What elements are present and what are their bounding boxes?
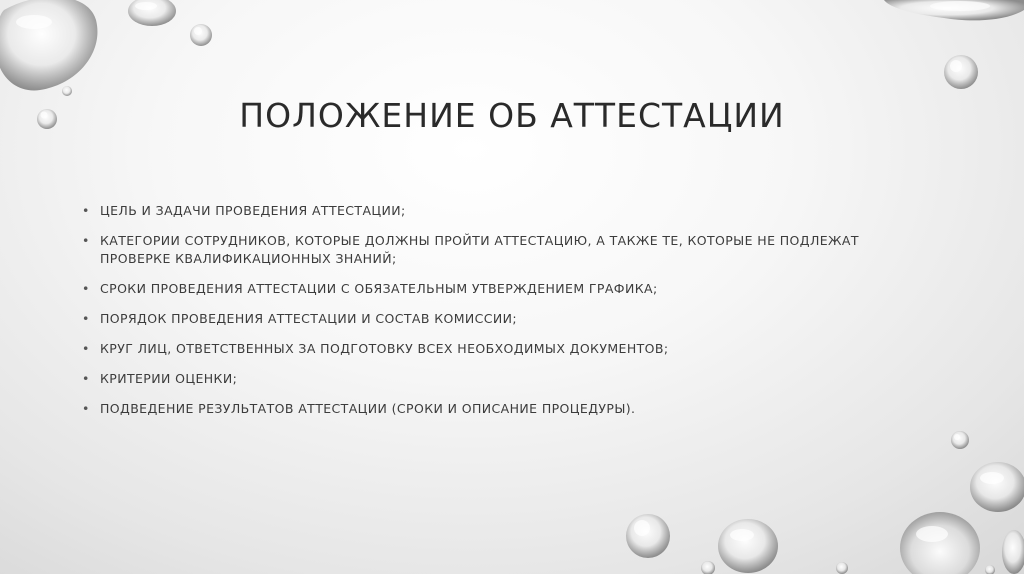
list-item: • КРИТЕРИИ ОЦЕНКИ; <box>82 370 862 388</box>
list-item: • СРОКИ ПРОВЕДЕНИЯ АТТЕСТАЦИИ С ОБЯЗАТЕЛЬНЫМ УТВЕРЖДЕНИЕМ ГРАФИКА; <box>82 280 862 298</box>
list-item: • ПОРЯДОК ПРОВЕДЕНИЯ АТТЕСТАЦИИ И СОСТАВ КОМИССИИ; <box>82 310 862 328</box>
list-item: • ЦЕЛЬ И ЗАДАЧИ ПРОВЕДЕНИЯ АТТЕСТАЦИИ; <box>82 202 862 220</box>
bullet-list <box>82 202 862 430</box>
slide-title: ПОЛОЖЕНИЕ ОБ АТТЕСТАЦИИ <box>239 96 785 135</box>
list-item: • ПОДВЕДЕНИЕ РЕЗУЛЬТАТОВ АТТЕСТАЦИИ (СРОКИ И ОПИСАНИЕ ПРОЦЕДУРЫ). <box>82 400 862 418</box>
list-item: • КРУГ ЛИЦ, ОТВЕТСТВЕННЫХ ЗА ПОДГОТОВКУ ВСЕХ НЕОБХОДИМЫХ ДОКУМЕНТОВ; <box>82 340 862 358</box>
water-drop-shape <box>0 0 97 90</box>
list-item: • КАТЕГОРИИ СОТРУДНИКОВ, КОТОРЫЕ ДОЛЖНЫ ПРОЙТИ АТТЕСТАЦИЮ, А ТАКЖЕ ТЕ, КОТОРЫЕ НЕ ПОДЛЕЖАТ ПРОВЕРКЕ КВАЛИФИКАЦИОННЫХ ЗНАНИЙ; <box>82 232 862 268</box>
